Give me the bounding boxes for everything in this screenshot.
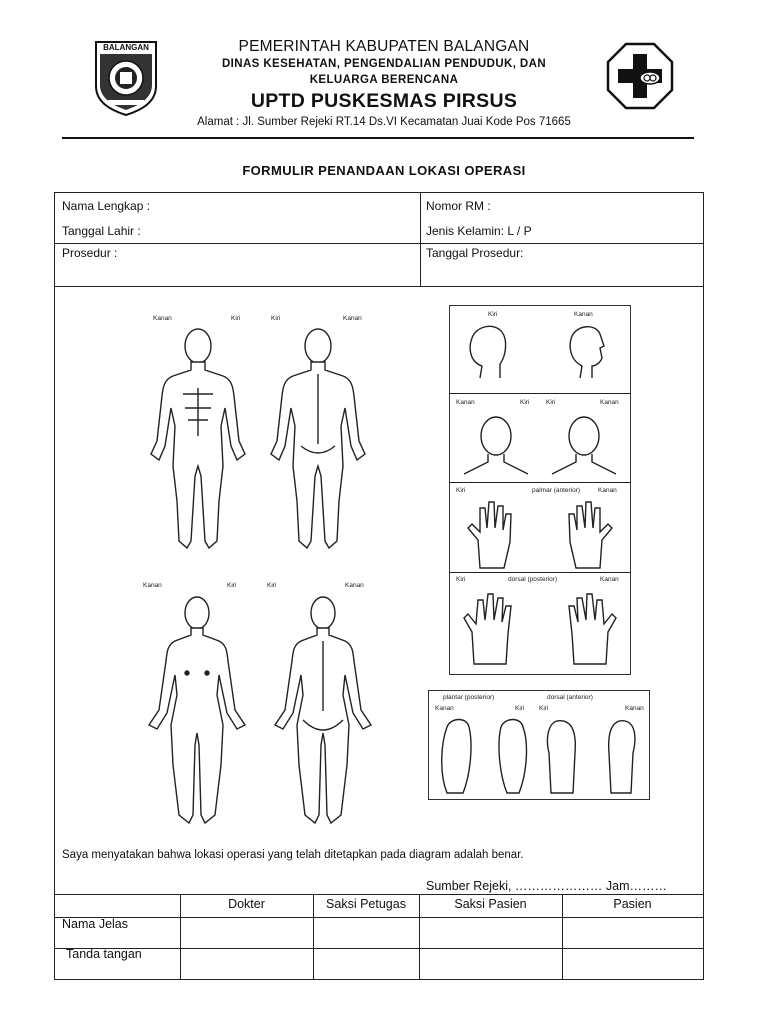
label-kanan: Kanan: [456, 399, 475, 406]
header-divider: [62, 137, 694, 139]
column-pasien: Pasien: [613, 897, 652, 911]
label-kiri: Kiri: [488, 311, 498, 318]
label-kiri: Kiri: [546, 399, 556, 406]
label-dorsal-hand: dorsal (posterior): [508, 576, 558, 583]
female-back-figure: [275, 597, 371, 823]
column-dokter: Dokter: [228, 897, 265, 911]
header-government: PEMERINTAH KABUPATEN BALANGAN: [238, 38, 530, 55]
label-kiri: Kiri: [231, 315, 241, 322]
jenis-kelamin-field[interactable]: Jenis Kelamin: L / P: [426, 224, 532, 238]
divider: [420, 193, 421, 286]
male-front-figure: [151, 329, 245, 548]
tanggal-prosedur-field[interactable]: Tanggal Prosedur:: [426, 246, 524, 260]
row-nama-jelas: Nama Jelas: [62, 917, 128, 931]
label-kanan: Kanan: [343, 315, 362, 322]
label-kanan: Kanan: [625, 705, 644, 712]
hand-palmar-views: [460, 498, 620, 570]
label-dorsal-foot: dorsal (anterior): [547, 694, 593, 701]
label-kiri: Kiri: [515, 705, 525, 712]
label-kanan: Kanan: [143, 582, 162, 589]
divider: [55, 243, 703, 244]
label-kiri: Kiri: [267, 582, 277, 589]
hand-dorsal-views: [460, 588, 620, 668]
form-box: [54, 192, 704, 980]
label-kiri: Kiri: [456, 576, 466, 583]
label-kanan: Kanan: [435, 705, 454, 712]
foot-diagram-panel[interactable]: [428, 690, 650, 800]
label-kiri: Kiri: [456, 487, 466, 494]
divider: [450, 393, 630, 394]
prosedur-field[interactable]: Prosedur :: [62, 246, 118, 260]
dokter-nama-cell[interactable]: [181, 918, 313, 948]
pasien-signature-cell[interactable]: [563, 949, 703, 979]
divider: [450, 572, 630, 573]
label-kanan: Kanan: [345, 582, 364, 589]
label-kiri: Kiri: [539, 705, 549, 712]
head-side-views: [460, 318, 620, 390]
nama-lengkap-field[interactable]: Nama Lengkap :: [62, 199, 151, 213]
female-front-figure: [149, 597, 245, 823]
label-plantar: plantar (posterior): [443, 694, 495, 701]
logo-left-text: BALANGAN: [103, 43, 149, 52]
foot-views: [433, 713, 647, 797]
statement-text: Saya menyatakan bahwa lokasi operasi yang telah ditetapkan pada diagram adalah benar.: [62, 849, 524, 861]
label-palmar: palmar (anterior): [532, 487, 581, 494]
column-saksi-pasien: Saksi Pasien: [454, 897, 527, 911]
female-body-diagram[interactable]: [137, 595, 387, 845]
dokter-signature-cell[interactable]: [181, 949, 313, 979]
male-back-figure: [271, 329, 365, 548]
nomor-rm-field[interactable]: Nomor RM :: [426, 199, 491, 213]
header-institution: UPTD PUSKESMAS PIRSUS: [250, 90, 518, 112]
label-kiri: Kiri: [271, 315, 281, 322]
male-body-diagram[interactable]: [133, 326, 383, 566]
place-date-line[interactable]: Sumber Rejeki, ………………… Jam………: [426, 879, 668, 893]
divider: [55, 286, 703, 287]
label-kanan: Kanan: [153, 315, 172, 322]
header-address: Alamat : Jl. Sumber Rejeki RT.14 Ds.VI Kecamatan Juai Kode Pos 71665: [197, 116, 571, 128]
column-saksi-petugas: Saksi Petugas: [326, 897, 406, 911]
label-kanan: Kanan: [600, 399, 619, 406]
form-title: FORMULIR PENANDAAN LOKASI OPERASI: [242, 163, 526, 178]
header-department: DINAS KESEHATAN, PENGENDALIAN PENDUDUK, DAN: [221, 58, 547, 70]
header-department-cont: KELUARGA BERENCANA: [309, 74, 459, 86]
label-kanan: Kanan: [600, 576, 619, 583]
divider: [450, 482, 630, 483]
saksi-petugas-nama-cell[interactable]: [314, 918, 419, 948]
head-front-back-views: [460, 408, 620, 480]
saksi-pasien-nama-cell[interactable]: [420, 918, 562, 948]
row-tanda-tangan: Tanda tangan: [66, 947, 142, 961]
divider: [55, 894, 703, 895]
head-hand-diagram-panel[interactable]: [449, 305, 631, 675]
label-kiri: Kiri: [520, 399, 530, 406]
label-kanan: Kanan: [574, 311, 593, 318]
tanggal-lahir-field[interactable]: Tanggal Lahir :: [62, 224, 141, 238]
label-kanan: Kanan: [598, 487, 617, 494]
saksi-pasien-signature-cell[interactable]: [420, 949, 562, 979]
saksi-petugas-signature-cell[interactable]: [314, 949, 419, 979]
label-kiri: Kiri: [227, 582, 237, 589]
pasien-nama-cell[interactable]: [563, 918, 703, 948]
